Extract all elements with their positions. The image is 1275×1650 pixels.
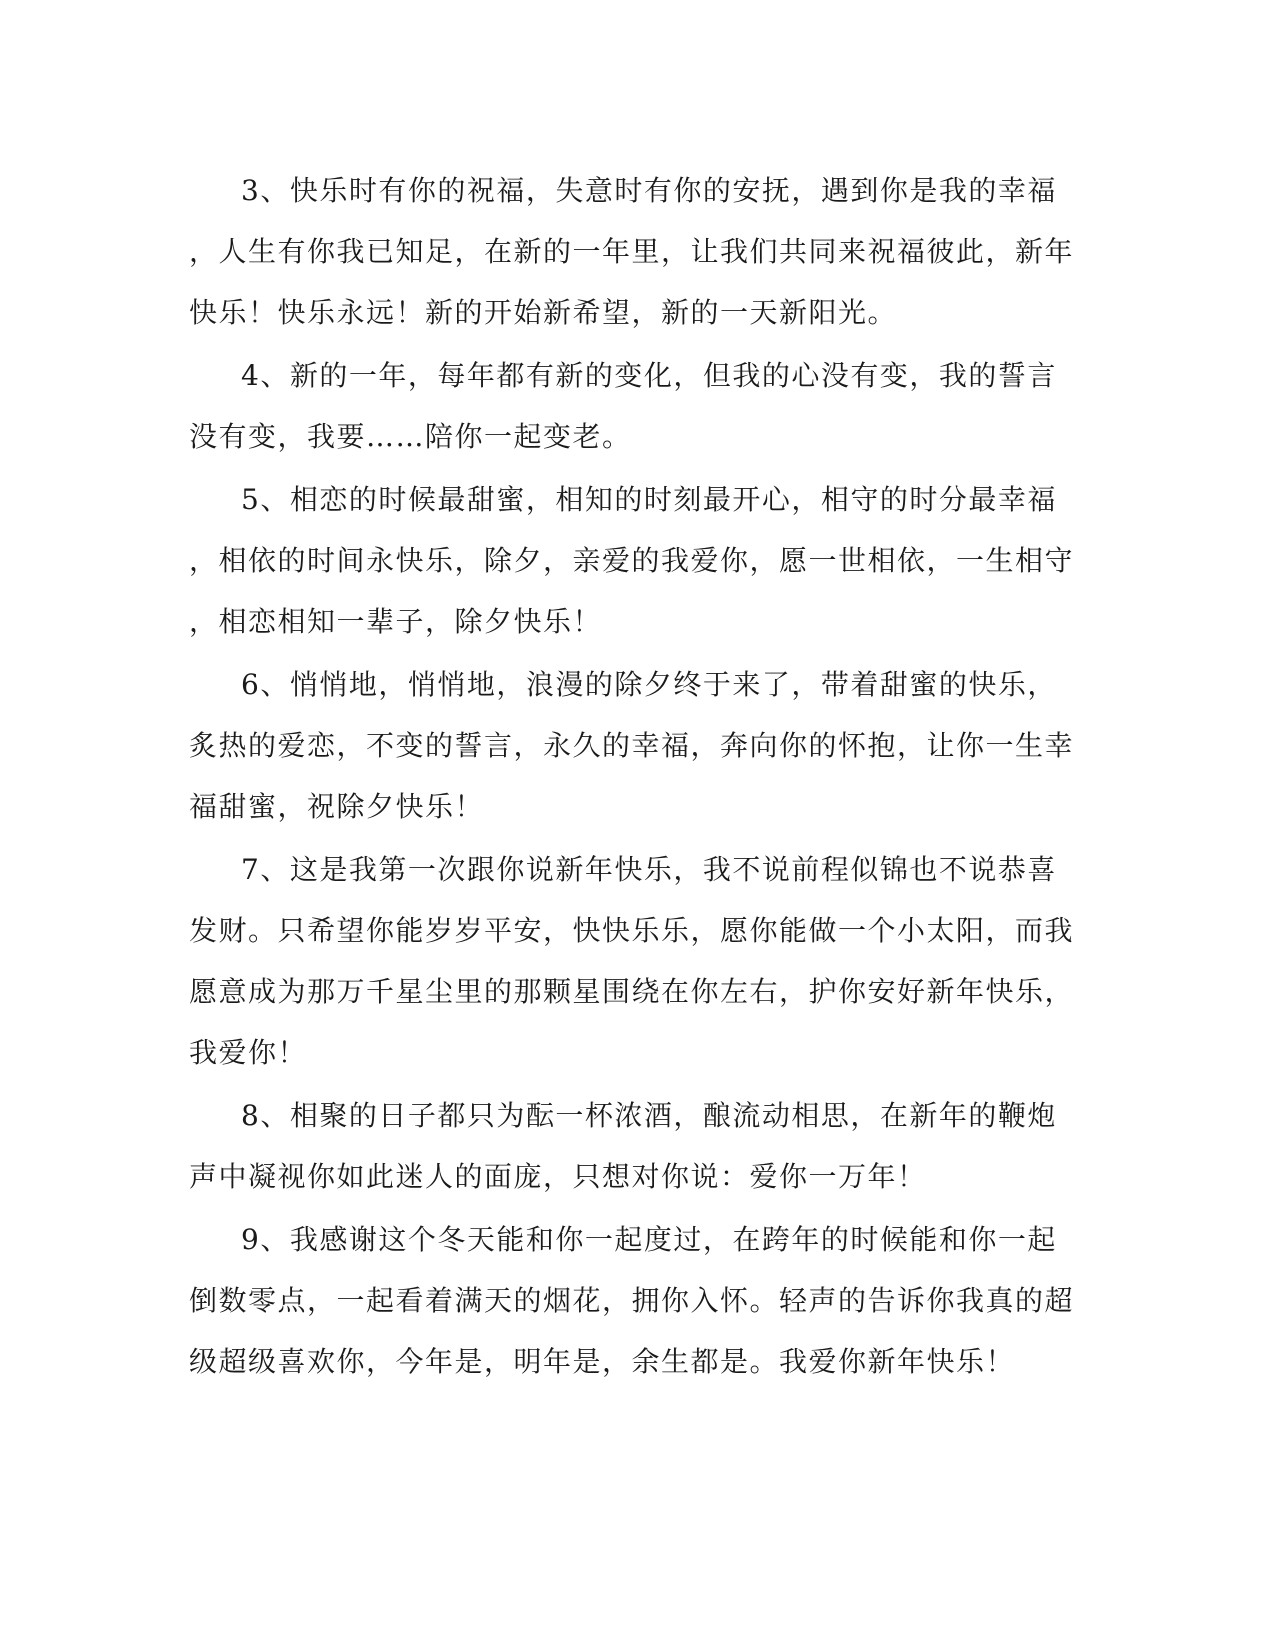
paragraph-6 [189,654,1075,837]
text-line: 倒数零点，一起看着满天的烟花，拥你入怀。轻声的告诉你我真的超 [189,1284,1075,1317]
text-line: ，人生有你我已知足，在新的一年里，让我们共同来祝福彼此，新年 [189,235,1075,268]
text-line: 我爱你！ [189,1036,308,1069]
text-line: ，相依的时间永快乐，除夕，亲爱的我爱你，愿一世相依，一生相守 [189,544,1075,577]
text-line: 6、悄悄地，悄悄地，浪漫的除夕终于来了，带着甜蜜的快乐， [189,668,1057,701]
paragraph-8 [189,1085,1059,1207]
document-body [189,160,1075,1392]
text-line: 发财。只希望你能岁岁平安，快快乐乐，愿你能做一个小太阳，而我 [189,914,1075,947]
text-line: 7、这是我第一次跟你说新年快乐，我不说前程似锦也不说恭喜 [189,853,1057,886]
text-line: ，相恋相知一辈子，除夕快乐！ [189,605,603,638]
text-line: 愿意成为那万千星尘里的那颗星围绕在你左右，护你安好新年快乐， [189,975,1075,1008]
text-line: 9、我感谢这个冬天能和你一起度过，在跨年的时候能和你一起 [189,1223,1057,1256]
text-line: 8、相聚的日子都只为酝一杯浓酒，酿流动相思，在新年的鞭炮 [189,1099,1057,1132]
text-line: 福甜蜜，祝除夕快乐！ [189,790,485,823]
paragraph-3 [189,160,1075,343]
text-line: 4、新的一年，每年都有新的变化，但我的心没有变，我的誓言 [189,359,1057,392]
text-line: 级超级喜欢你，今年是，明年是，余生都是。我爱你新年快乐！ [189,1345,1016,1378]
paragraph-4 [189,345,1059,467]
paragraph-9 [189,1209,1075,1392]
text-line: 3、快乐时有你的祝福，失意时有你的安抚，遇到你是我的幸福 [189,174,1057,207]
text-line: 炙热的爱恋，不变的誓言，永久的幸福，奔向你的怀抱，让你一生幸 [189,729,1075,762]
paragraph-5 [189,469,1075,652]
paragraph-7 [189,839,1075,1083]
text-line: 5、相恋的时候最甜蜜，相知的时刻最开心，相守的时分最幸福 [189,483,1057,516]
text-line: 没有变，我要……陪你一起变老。 [189,420,632,453]
text-line: 快乐！快乐永远！新的开始新希望，新的一天新阳光。 [189,296,898,329]
text-line: 声中凝视你如此迷人的面庞，只想对你说：爱你一万年！ [189,1160,927,1193]
